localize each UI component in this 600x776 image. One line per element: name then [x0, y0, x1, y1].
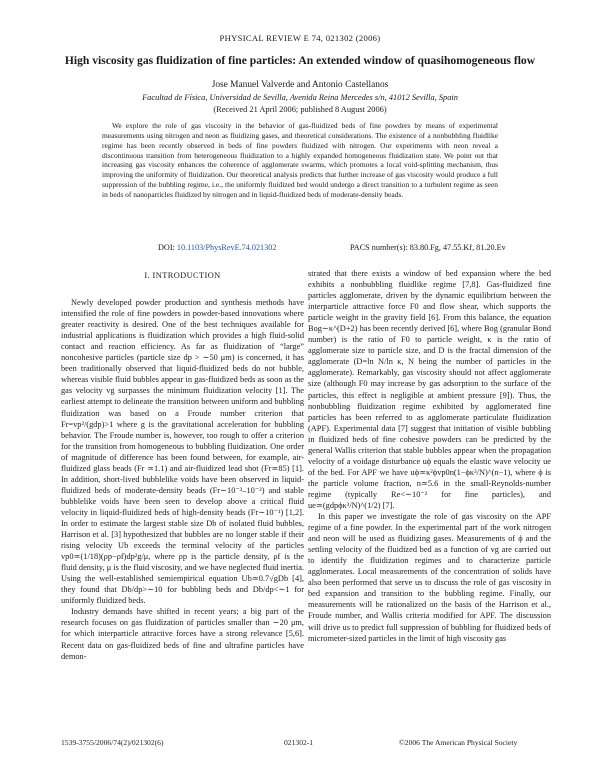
received-date: (Received 21 April 2006; published 8 August 2006) [213, 105, 387, 114]
paragraph: Industry demands have shifted in recent years; a big part of the research focuses on gas fluidization of particles smaller than ∼20 μm, for which interparticle attractive forces have a strong relevance [5,6]. Recent data on gas-fluidized beds of fine and ultrafine particles have demon- [61, 607, 304, 661]
abstract [102, 121, 498, 200]
paper-title: High viscosity gas fluidization of fine particles: An extended window of quasihomogeneous flow [64, 54, 536, 67]
doi-label: DOI: [158, 243, 175, 252]
author-list: Jose Manuel Valverde and Antonio Castellanos [211, 80, 389, 90]
paragraph: In this paper we investigate the role of gas viscosity on the APF regime of a fine powder. In the experimental part of the work nitrogen and neon will be used as fluidizing gases. Measurements of ϕ and the settling velocity of the fluidized bed as a function of vg are carried out to identify the fluidization regimes and to characterize particle agglomerates. Local measurements of the concentration of solids have also been performed that serve us to discuss the role of gas viscosity in bed expansion and transition to the bubbling regime. Finally, our measurements will be rationalized on the basis of the Harrison et al., Froude number, and Wallis criteria modified for APF. The discussion will drive us to predict full suppression of bubbling for fluidized beds of micrometer-sized particles in the limit of high viscosity gas [308, 512, 551, 643]
footer-page-id: 021302-1 [284, 738, 314, 747]
paragraph: strated that there exists a window of bed expansion where the bed exhibits a nonbubbling fluidlike regime [7,8]. Gas-fluidized fine particles agglomerate, driven by the dynamic equilibrium between the interparticle attractive force F0 and flow shear, which supports the particle weight in the gravity field [6]. From this balance, the equation Bog∼κ^(D+2) has been recently derived [6], where Bog (granular Bond number) is the ratio of F0 to particle weight, κ is the ratio of agglomerate size to particle size, and D is the fractal dimension of the agglomerate (D=ln N/ln κ, N being the number of particles in the agglomerate). Remarkably, gas viscosity should not affect agglomerate size (although F0 may increase by gas adsorption to the surface of the particles, this effect is negligible at ambient pressure [9]). Thus, the nonbubbling fluidization regime exhibited by agglomerated fine particles has been referred to as agglomerate particulate fluidization (APF). Experimental data [7] suggest that initiation of visible bubbling in fluidized beds of fine cohesive powders can be predicted by the general Wallis criterion that stable bubbles appear when the propagation velocity of a voidage disturbance uϕ equals the elastic wave velocity ue of the bed. For APF we have uϕ≃κ²ϕvp0n(1−ϕκ³/N)^(n−1), where ϕ is the particle volume fraction, n≃5.6 in the small-Reynolds-number regime (typically Re<∼10⁻² for fine particles), and ue≃(gdpϕκ³/N)^(1/2) [7]. [308, 269, 551, 510]
pacs-numbers: PACS number(s): 83.80.Fg, 47.55.Kf, 81.20.Ev [350, 243, 506, 252]
left-column [61, 268, 304, 662]
footer-issn: 1539-3755/2006/74(2)/021302(6) [61, 738, 164, 747]
footer-copyright: ©2006 The American Physical Society [399, 738, 518, 747]
running-head: PHYSICAL REVIEW E 74, 021302 (2006) [219, 33, 381, 43]
affiliation: Facultad de Física, Universidad de Sevilla, Avenida Reina Mercedes s/n, 41012 Sevilla, Spain [142, 93, 458, 102]
doi-link[interactable]: 10.1103/PhysRevE.74.021302 [176, 243, 277, 252]
right-column [308, 268, 551, 644]
abstract-text: We explore the role of gas viscosity in the behavior of gas-fluidized beds of fine powders by means of experimental measurements using nitrogen and neon as fluidizing gases, and theoretical considerations. The existence of a nonbubbling fluidlike regime has been recently observed in beds of fine powders fluidized with nitrogen. Our experiments with neon reveal a discontinuous transition from heterogeneous fluidization to a highly expanded homogeneous fluidization state. We point out that increasing gas viscosity enhances the coherence of agglomerate swarms, which promotes a local void-splitting mechanism, thus improving the uniformity of fluidization. Our theoretical analysis predicts that further increase of gas viscosity would produce a full suppression of the bubbling regime, i.e., the uniformly fluidized bed would undergo a direct transition to a turbulent regime as seen in beds of nanoparticles fluidized by nitrogen and in liquid-fluidized beds of moderate-density beads. [102, 121, 498, 199]
doi-line [158, 243, 276, 252]
section-heading: I. INTRODUCTION [144, 271, 221, 280]
paragraph: Newly developed powder production and synthesis methods have intensified the role of fine powders in powder-based innovations where greater reactivity is desired. One of the best techniques available for industrial applications is fluidization which provides a high fluid-solid contact and reaction efficiency. As far as fluidization of “large” noncohesive particles (particle size dp > ∼50 μm) is concerned, it has been traditionally observed that liquid-fluidized beds do not bubble, whereas visible fluid bubbles appear in gas-fluidized beds as soon as the gas velocity vg surpasses the minimum fluidization velocity [1]. The earliest attempt to delineate the transition between uniform and bubbling fluidization was based on a Froude number criterion that Fr=vp²/(gdp)>1 where g is the gravitational acceleration for bubbling behavior. The Froude number is, however, too rough to offer a criterion for the transition from homogeneous to bubbling fluidization. One order of magnitude of difference has been found between, for example, air-fluidized glass beads (Fr ≃1.1) and air-fluidized lead shot (Fr≃85) [1]. In addition, short-lived bubblelike voids have been observed in liquid-fluidized beds of moderate-density beads (Fr∼10⁻³–10⁻²) and stable bubblelike voids have been seen to develop above a critical fluid velocity in liquid-fluidized beds of high-density beads (Fr∼10⁻¹) [1,2]. In order to estimate the largest stable size Db of isolated fluid bubbles, Harrison et al. [3] hypothesized that bubbles are no longer stable if their rising velocity Ub exceeds the terminal velocity of the particles vp0≃(1/18)(ρp−ρf)dp²g/μ, where ρp is the particle density, ρf is the fluid density, μ is the fluid viscosity, and we have neglected fluid inertia. Using the well-established semiempirical equation Ub≃0.7√gDb [4], they found that Db/dp>∼10 for bubbling beds and Db/dp<∼1 for uniformly fluidized beds. [61, 298, 304, 606]
